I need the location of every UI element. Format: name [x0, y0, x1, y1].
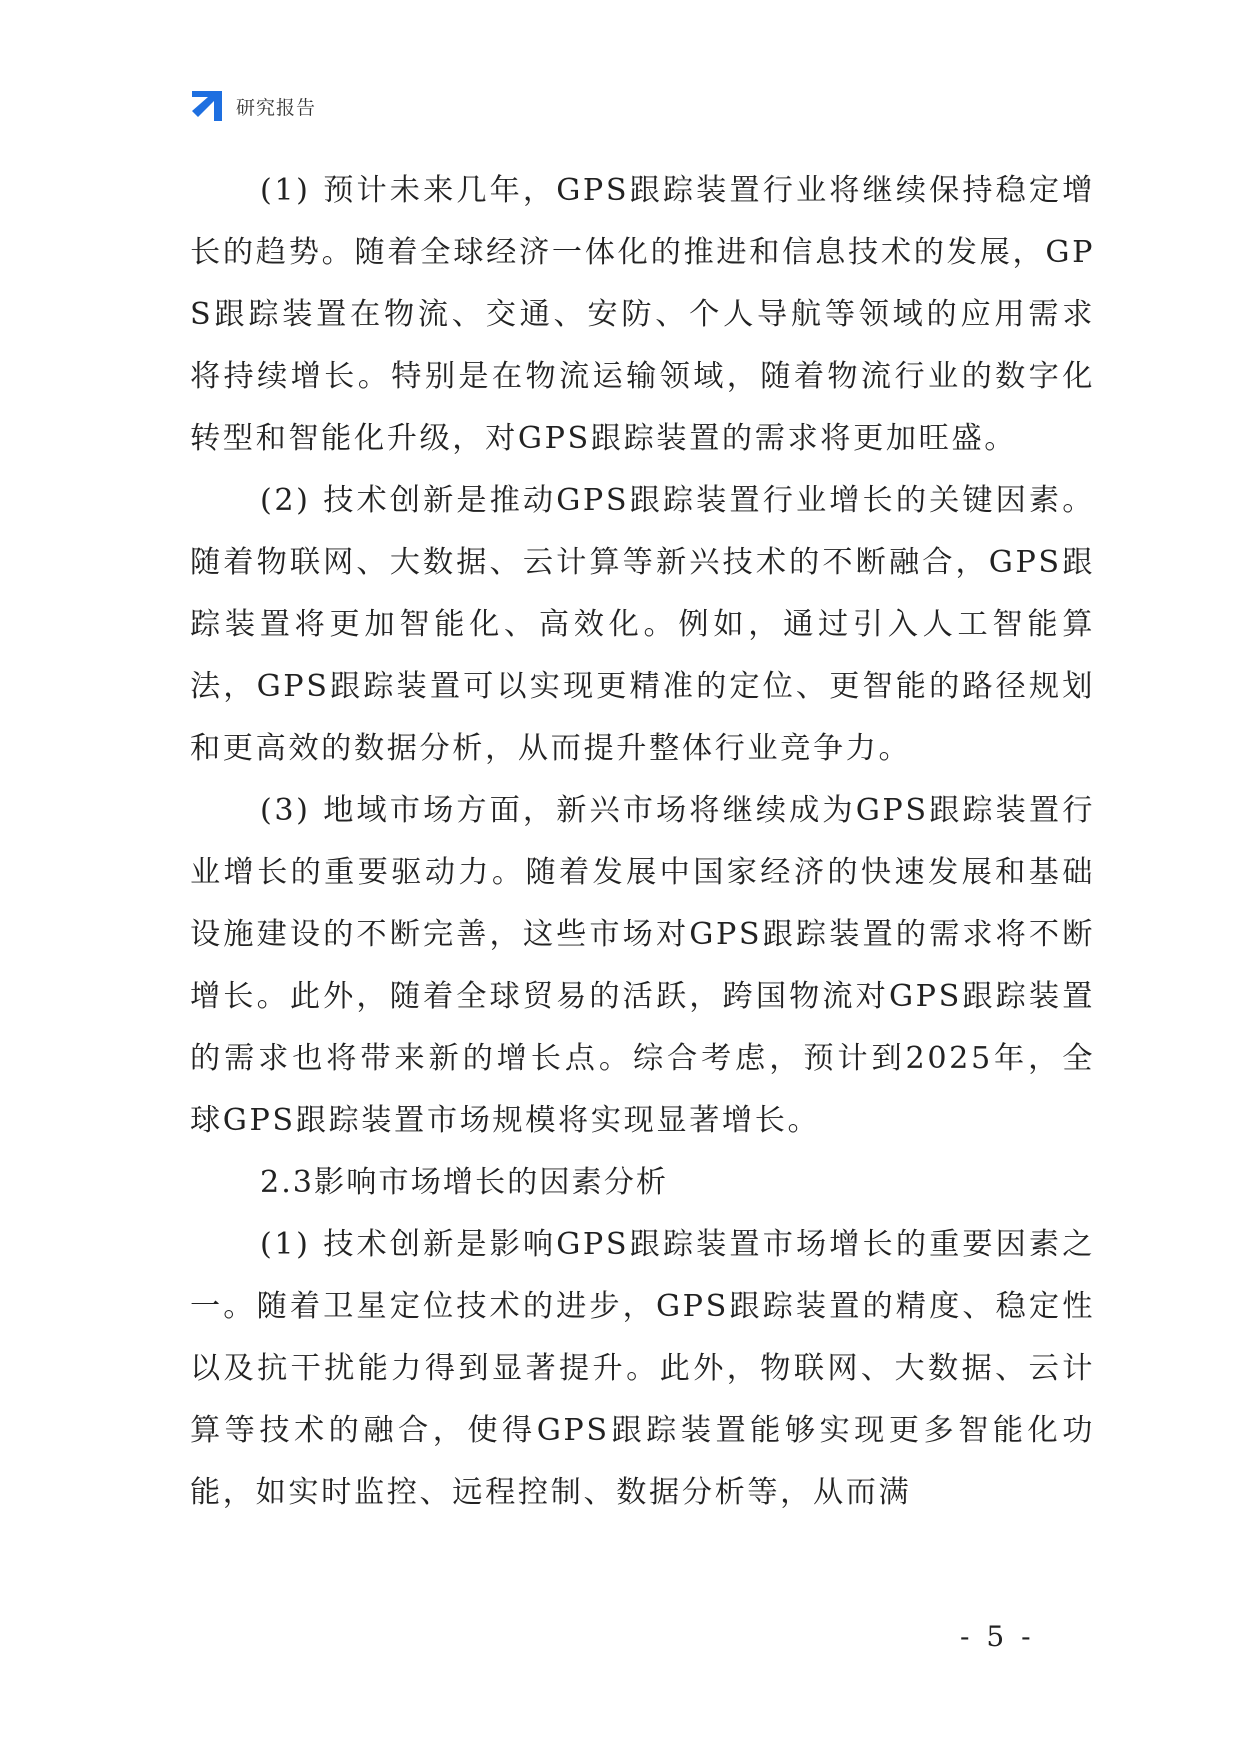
page-header	[190, 86, 316, 126]
paragraph-1: (1) 预计未来几年，GPS跟踪装置行业将继续保持稳定增长的趋势。随着全球经济一体化的推进和信息技术的发展，GPS跟踪装置在物流、交通、安防、个人导航等领域的应用需求将持续增长。特别是在物流运输领域，随着物流行业的数字化转型和智能化升级，对GPS跟踪装置的需求将更加旺盛。	[190, 173, 1095, 456]
page-number: - 5 -	[960, 1620, 1035, 1653]
paragraph-2: (2) 技术创新是推动GPS跟踪装置行业增长的关键因素。随着物联网、大数据、云计算等新兴技术的不断融合，GPS跟踪装置将更加智能化、高效化。例如，通过引入人工智能算法，GPS跟踪装置可以实现更精准的定位、更智能的路径规划和更高效的数据分析，从而提升整体行业竞争力。	[190, 483, 1095, 766]
header-title: 研究报告	[236, 96, 317, 119]
document-body	[190, 160, 1095, 1524]
paragraph-3: (3) 地域市场方面，新兴市场将继续成为GPS跟踪装置行业增长的重要驱动力。随着发展中国家经济的快速发展和基础设施建设的不断完善，这些市场对GPS跟踪装置的需求将不断增长。此外，随着全球贸易的活跃，跨国物流对GPS跟踪装置的需求也将带来新的增长点。综合考虑，预计到2025年，全球GPS跟踪装置市场规模将实现显著增长。	[190, 793, 1095, 1138]
section-paragraph-1: (1) 技术创新是影响GPS跟踪装置市场增长的重要因素之一。随着卫星定位技术的进步，GPS跟踪装置的精度、稳定性以及抗干扰能力得到显著提升。此外，物联网、大数据、云计算等技术的融合，使得GPS跟踪装置能够实现更多智能化功能，如实时监控、远程控制、数据分析等，从而满	[190, 1227, 1095, 1510]
arrow-logo-icon	[190, 89, 224, 123]
section-heading: 2.3影响市场增长的因素分析	[260, 1165, 669, 1200]
